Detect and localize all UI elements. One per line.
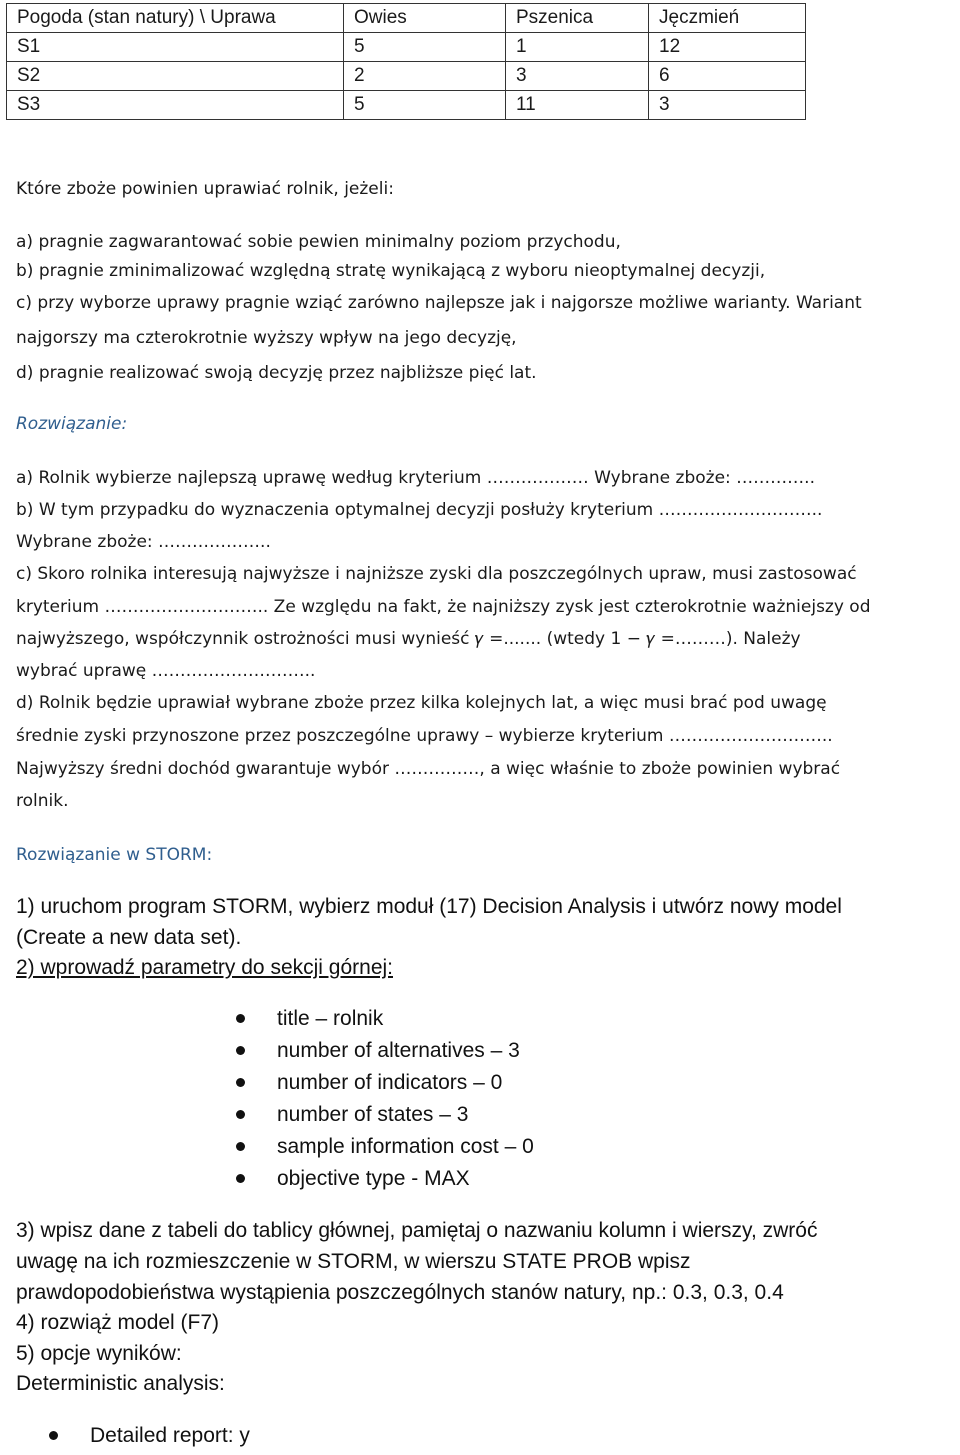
list-item: sample information cost – 0 <box>232 1134 534 1166</box>
solution-d-line3: Najwyższy średni dochód gwarantuje wybór ……………, a więc właśnie to zboże powinien wybrać <box>16 759 841 779</box>
bullet-icon <box>236 1174 245 1183</box>
list-item: title – rolnik <box>232 1006 534 1038</box>
list-item: number of alternatives – 3 <box>232 1038 534 1070</box>
solution-d-line4: rolnik. <box>16 791 69 811</box>
step-1-line2: (Create a new data set). <box>16 926 242 949</box>
table-cell: S1 <box>7 33 344 62</box>
payoff-table <box>6 3 806 120</box>
list-item: number of states – 3 <box>232 1102 534 1134</box>
table-header-cell: Jęczmień <box>649 4 806 33</box>
table-cell: S2 <box>7 62 344 91</box>
bullet-icon <box>49 1431 58 1440</box>
table-cell: 5 <box>344 91 506 120</box>
table-row <box>7 91 806 120</box>
table-cell: 3 <box>506 62 649 91</box>
condition-b: b) pragnie zminimalizować względną stratę wynikającą z wyboru nieoptymalnej decyzji, <box>16 261 766 281</box>
condition-a: a) pragnie zagwarantować sobie pewien minimalny poziom przychodu, <box>16 232 621 252</box>
table-header-row <box>7 4 806 33</box>
list-item: Detailed report: y <box>45 1423 250 1455</box>
table-cell: 2 <box>344 62 506 91</box>
step-5: 5) opcje wyników: <box>16 1342 182 1365</box>
question-text: Które zboże powinien uprawiać rolnik, jeżeli: <box>16 179 394 199</box>
bullet-icon <box>236 1078 245 1087</box>
list-item: number of indicators – 0 <box>232 1070 534 1102</box>
table-cell: 5 <box>344 33 506 62</box>
step-1-line1: 1) uruchom program STORM, wybierz moduł (17) Decision Analysis i utwórz nowy model <box>16 895 842 918</box>
condition-c-line2: najgorszy ma czterokrotnie wyższy wpływ na jego decyzję, <box>16 328 517 348</box>
solution-b-line1: b) W tym przypadku do wyznaczenia optymalnej decyzji posłuży kryterium ……………………….. <box>16 500 823 520</box>
step-3-line2: uwagę na ich rozmieszczenie w STORM, w wierszu STATE PROB wpisz <box>16 1250 691 1273</box>
deterministic-analysis-label: Deterministic analysis: <box>16 1372 225 1395</box>
table-cell: 1 <box>506 33 649 62</box>
table-cell: S3 <box>7 91 344 120</box>
solution-c-line1: c) Skoro rolnika interesują najwyższe i najniższe zyski dla poszczególnych upraw, musi zastosować <box>16 564 857 584</box>
solution-d-line1: d) Rolnik będzie uprawiał wybrane zboże przez kilka kolejnych lat, a więc musi brać pod uwagę <box>16 693 827 713</box>
report-options-list <box>45 1423 250 1455</box>
step-4: 4) rozwiąż model (F7) <box>16 1311 220 1334</box>
bullet-icon <box>236 1110 245 1119</box>
bullet-icon <box>236 1014 245 1023</box>
condition-c-line1: c) przy wyborze uprawy pragnie wziąć zarówno najlepsze jak i najgorsze możliwe warianty. Wariant <box>16 293 862 313</box>
table-cell: 12 <box>649 33 806 62</box>
table-header-cell: Owies <box>344 4 506 33</box>
table-row <box>7 33 806 62</box>
storm-heading: Rozwiązanie w STORM: <box>16 845 213 865</box>
solution-c-line4: wybrać uprawę ……………………….. <box>16 661 316 681</box>
table-header-cell: Pszenica <box>506 4 649 33</box>
parameter-list <box>232 1006 534 1198</box>
step-2: 2) wprowadź parametry do sekcji górnej: <box>16 956 393 979</box>
step-3-line3: prawdopodobieństwa wystąpienia poszczególnych stanów natury, np.: 0.3, 0.3, 0.4 <box>16 1281 784 1304</box>
solution-c-line2: kryterium ……………………….. Ze względu na fakt, że najniższy zysk jest czterokrotnie ważniejszy od <box>16 597 871 617</box>
table-cell: 11 <box>506 91 649 120</box>
solution-a: a) Rolnik wybierze najlepszą uprawę według kryterium ……………… Wybrane zboże: ………….. <box>16 468 815 488</box>
step-3-line1: 3) wpisz dane z tabeli do tablicy głównej, pamiętaj o nazwaniu kolumn i wierszy, zwróć <box>16 1219 818 1242</box>
table-row <box>7 62 806 91</box>
bullet-icon <box>236 1046 245 1055</box>
solution-b-line2: Wybrane zboże: ……………….. <box>16 532 271 552</box>
solution-c-line3: najwyższego, współczynnik ostrożności musi wynieść 𝛾 =....... (wtedy 1 − 𝛾 =………). Należy <box>16 629 801 649</box>
solution-heading: Rozwiązanie: <box>16 414 128 434</box>
table-header-cell: Pogoda (stan natury) \ Uprawa <box>7 4 344 33</box>
bullet-icon <box>236 1142 245 1151</box>
table-cell: 6 <box>649 62 806 91</box>
condition-d: d) pragnie realizować swoją decyzję przez najbliższe pięć lat. <box>16 363 537 383</box>
table-cell: 3 <box>649 91 806 120</box>
solution-d-line2: średnie zyski przynoszone przez poszczególne uprawy – wybierze kryterium ……………………….. <box>16 726 833 746</box>
list-item: objective type - MAX <box>232 1166 534 1198</box>
